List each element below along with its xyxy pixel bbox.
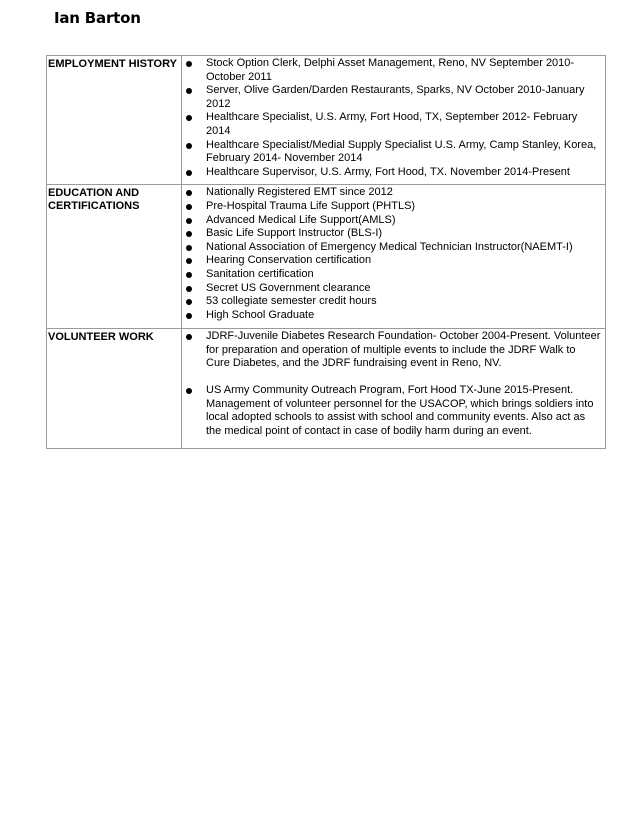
bullet-icon: [186, 115, 192, 121]
employment-entry: Healthcare Specialist, U.S. Army, Fort Hood, TX, September 2012- February 2014: [206, 111, 578, 137]
list-item: [182, 241, 601, 255]
bullet-icon: [186, 170, 192, 176]
list-item: [182, 214, 601, 228]
education-heading: EDUCATION AND CERTIFICATIONS: [47, 185, 182, 329]
education-entry: High School Graduate: [206, 308, 315, 321]
resume-name: Ian Barton: [54, 9, 141, 27]
list-item: [182, 309, 601, 323]
list-item: [182, 84, 601, 111]
volunteer-content: [182, 329, 606, 449]
list-item: [182, 111, 601, 138]
bullet-icon: [186, 204, 192, 210]
education-list: [182, 186, 601, 322]
education-content: [182, 185, 606, 329]
education-entry: 53 collegiate semester credit hours: [206, 295, 377, 308]
education-entry: Pre-Hospital Trauma Life Support (PHTLS): [206, 199, 416, 212]
education-entry: Basic Life Support Instructor (BLS-I): [206, 227, 383, 240]
list-item: [182, 186, 601, 200]
employment-heading: EMPLOYMENT HISTORY: [47, 56, 182, 185]
employment-list: [182, 57, 601, 179]
education-entry: Secret US Government clearance: [206, 281, 371, 294]
employment-entry: Stock Option Clerk, Delphi Asset Management, Reno, NV September 2010-October 2011: [206, 57, 575, 83]
education-entry: Hearing Conservation certification: [206, 254, 372, 267]
list-item: [182, 139, 601, 166]
bullet-icon: [186, 313, 192, 319]
bullet-icon: [186, 61, 192, 67]
bullet-icon: [186, 143, 192, 149]
bullet-icon: [186, 286, 192, 292]
education-entry: Sanitation certification: [206, 267, 314, 280]
education-row: [47, 185, 606, 329]
employment-row: [47, 56, 606, 185]
list-item: [182, 227, 601, 241]
list-item: [182, 330, 601, 371]
list-item: [182, 57, 601, 84]
list-item: [182, 166, 601, 180]
bullet-icon: [186, 258, 192, 264]
list-item: [182, 200, 601, 214]
employment-entry: Healthcare Supervisor, U.S. Army, Fort Hood, TX. November 2014-Present: [206, 165, 570, 178]
volunteer-list: [182, 330, 601, 438]
volunteer-heading: VOLUNTEER WORK: [47, 329, 182, 449]
education-entry: Nationally Registered EMT since 2012: [206, 186, 393, 199]
volunteer-entry: JDRF-Juvenile Diabetes Research Foundation- October 2004-Present. Volunteer for preparation and operation of multiple events to include the JDRF Walk to Cure Diabetes, and the JDRF fundraising event in Reno, NV.: [206, 330, 601, 370]
list-item: [182, 384, 601, 438]
bullet-icon: [186, 88, 192, 94]
list-item: [182, 282, 601, 296]
volunteer-entry: US Army Community Outreach Program, Fort Hood TX-June 2015-Present. Management of volunteer personnel for the USACOP, which brings soldiers into local adopted schools to assist with school and community events. Also act as the medical point of contact in case of bodily harm during an event.: [206, 384, 594, 437]
bullet-icon: [186, 231, 192, 237]
education-entry: National Association of Emergency Medical Technician Instructor(NAEMT-I): [206, 240, 573, 253]
bullet-icon: [186, 218, 192, 224]
resume-table: [46, 55, 606, 449]
education-entry: Advanced Medical Life Support(AMLS): [206, 213, 396, 226]
list-item: [182, 295, 601, 309]
employment-entry: Healthcare Specialist/Medial Supply Specialist U.S. Army, Camp Stanley, Korea, February 2014- November 2014: [206, 138, 597, 165]
bullet-icon: [186, 272, 192, 278]
bullet-icon: [186, 334, 192, 340]
bullet-icon: [186, 388, 192, 394]
employment-entry: Server, Olive Garden/Darden Restaurants, Sparks, NV October 2010-January 2012: [206, 84, 585, 110]
list-item: [182, 268, 601, 282]
bullet-icon: [186, 299, 192, 305]
bullet-icon: [186, 245, 192, 251]
volunteer-row: [47, 329, 606, 449]
employment-content: [182, 56, 606, 185]
bullet-icon: [186, 190, 192, 196]
list-item: [182, 254, 601, 268]
